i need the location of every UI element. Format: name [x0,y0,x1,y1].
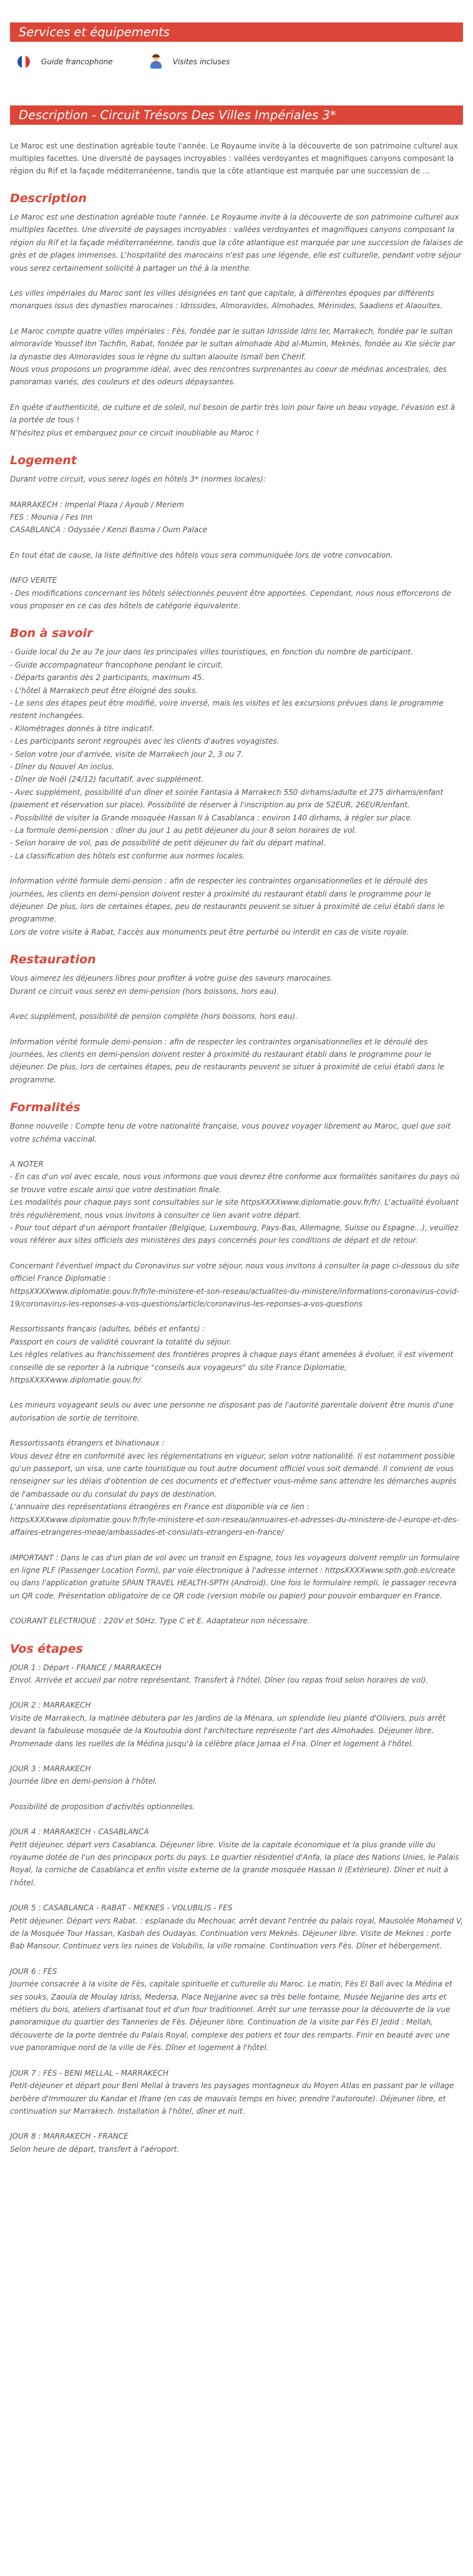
paragraph-gap [10,1788,463,1801]
section-paragraph: MARRAKECH : Imperial Plaza / Ayoub / Meriem FES : Mounia / Fes Inn CASABLANCA : Odyssée / Kenzi Basma / Oum Palace [10,500,208,535]
section-paragraph: A NOTER - En cas d'un vol avec escale, nous vous informons que vous devrez être conforme aux formalités sanitaires du pays où se trouve votre escale ainsi que votre destination finale. Les modalités pour chaque pays sont consultables sur le site httpsXXXXwww.diplomatie.gouv.fr/fr/. L'actualité évoluant très régulièrement, nous vous invitons à consulter ce lien avant votre départ. - Pour tout départ d'un aéroport frontalier (Belgique, Luxembourg, Pays-Bas, Allemagne, Suisse ou Espagne...), veuillez vous référer aux sites officiels des ministères des pays concernés pour les conditions de départ et de retour. [10,1159,460,1245]
service-label: Visites incluses [172,57,230,66]
section-paragraph: Le Maroc compte quatre villes impériales : Fès, fondée par le sultan Idrisside Idris Ier, Marrakech, fondée par le sultan almoravide Youssef Ibn Tachfin, Rabat, fondée par le sultan almohade Abd al-Mumin, Meknès, fondée au XIe siècle par la dynastie des Almoravides sous le règne du sultan alaouite Ismaïl ben Chérif. Nous vous proposons un programme idéal, avec des rencontres surprenantes au coeur de médinas ancestrales, des panoramas variés, des couleurs et des odeurs dépaysantes. [10,326,456,387]
france-flag-icon [17,56,30,68]
paragraph-gap [10,313,463,325]
section-paragraph: Les mineurs voyageant seuls ou avec une personne ne disposant pas de l'autorité parentale doivent être munis d'une autorisation de sortie de territoire. [10,1401,456,1422]
paragraph-gap [10,998,463,1010]
paragraph-gap [10,1539,463,1552]
section-paragraph: - Guide local du 2e au 7e jour dans les principales villes touristiques, en fonction du nombre de participant. - Guide accompagnateur francophone pendant le circuit. - Départs garantis dès 2 participants, maximum 45. - L'hôtel à Marrakech peut être éloigné des souks. - Le sens des étapes peut être modifié, voire inversé, mais les visites et les excursions prévues dans le programme restent inchangées. - Kilométrages donnés à titre indicatif. - Les participants seront regroupés avec les clients d'autres voyagistes. - Selon votre jour d'arrivée, visite de Marrakech jour 2, 3 ou 7. - Dîner du Nouvel An inclus. - Dîner de Noël (24/12) facultatif, avec supplément. - Avec supplément, possibilité d'un dîner et soirée Fantasia à Marrakech 550 dirhams/adulte et 275 dirhams/enfant (paiement et réservation sur place). Possibilité de réserver à l'inscription au prix de 52EUR, 26EUR/enfant. - Possibilité de visiter la Grande mosquée Hassan II à Casablanca : environ 140 dirhams, à régler sur place. - La formule demi-pension : dîner du jour 1 au petit déjeuner du jour 8 selon horaires de vol. - Selon horaire de vol, pas de possibilité de petit déjeuner du fait du départ matinal. - La classification des hôtels est conforme aux normes locales. [10,648,444,860]
paragraph-gap [10,486,463,498]
paragraph-gap [10,1386,463,1399]
paragraph-gap [10,1889,463,1902]
section-paragraph: Possibilité de proposition d'activités optionnelles. [10,1802,195,1811]
paragraph-gap [10,1424,463,1437]
section-paragraph: Information vérité formule demi-pension : afin de respecter les contraintes organisationnelles et le déroulé des journées, les clients en demi-pension doivent rester à proximité du restaurant établi dans le programme pour le déjeuner. De plus, lors de certaines étapes, peu de restaurants peuvent se situer à proximité de celui établi dans le programme. [10,1037,447,1084]
section-paragraph: En tout état de cause, la liste définitive des hôtels vous sera communiquée lors de votre convocation. [10,550,393,560]
description-heading: Description - Circuit Trésors Des Villes Impériales 3* [10,105,463,125]
paragraph-gap [10,1602,463,1615]
page [0,22,473,2180]
section-title: Restauration [10,953,96,967]
section-title: Bon à savoir [10,626,93,641]
section-paragraph: COURANT ELECTRIQUE : 220V et 50Hz. Type C et E. Adaptateur non nécessaire. [10,1616,310,1626]
section-paragraph: JOUR 3 : MARRAKECH Journée libre en demi-pension à l'hôtel. [10,1764,158,1786]
services-list [10,42,463,82]
tour-guide-icon [149,55,163,69]
paragraph-gap [10,2117,463,2130]
section-title: Formalités [10,1101,80,1115]
paragraph-gap [10,1686,463,1699]
section-paragraph: JOUR 5 : CASABLANCA - RABAT - MEKNES - VOLUBILIS - FES Petit déjeuner. Départ vers Rabat. : esplanade du Mechouar, arrêt devant l'entrée du palais royal, Mausolée Mohamed V, de la Mosquée Tour Hassan, Kasbah des Oudayas. Continuation vers Meknès. Déjeuner libre. Visite de Meknes : porte Bab Mansour. Continuez vers les ruines de Volubilis, la ville romaine. Continuation vers Fès. Dîner et hébergement. [10,1903,463,1951]
sections [10,191,466,2156]
section-paragraph: JOUR 2 : MARRAKECH Visite de Marrakech, la matinée débutera par les Jardins de la Ménara, un splendide lieu planté d'Oliviers, puis arrêt devant la fabuleuse mosquée de la Koutoubia dont l'architecture représente l'art des Almohades. Déjeuner libre. Promenade dans les ruelles de la Médina jusqu'à la célèbre place Jamaa el Fna. Dîner et logement à l'hôtel. [10,1701,446,1748]
description-intro: Le Maroc est une destination agréable toute l'année. Le Royaume invite à la découverte de son patrimoine culturel aux multiples facettes. Une diversité de paysages incroyables : vallées verdoyantes et magnifiques canyons composant la région du Rif et la façade méditerranéenne, tandis que la côte atlantique est marquée par une succession de ... [10,142,458,175]
paragraph-gap [10,1813,463,1825]
section-paragraph: IMPORTANT : Dans le cas d'un plan de vol avec un transit en Espagne, tous les voyageurs doivent remplir un formulaire en ligne PLF (Passenger Location Form), par voie électronique à l'adresse internet : httpsXXXXwww.spth.gob.es/create ou dans l'application gratuite SPAIN TRAVEL HEALTH-SPTH (Android). Une fois le formulaire rempli, le passager recevra un QR code. Présentation obligatoire de ce QR code (version mobile ou papier) pour pouvoir embarquer en France. [10,1553,462,1600]
paragraph-gap [10,1953,463,1965]
paragraph-gap [10,1310,463,1323]
section-paragraph: Durant votre circuit, vous serez logés en hôtels 3* (normes locales): [10,475,266,484]
section-paragraph: Information vérité formule demi-pension : afin de respecter les contraintes organisationnelles et le déroulé des journées, les clients en demi-pension doivent rester à proximité du restaurant établi dans le programme pour le déjeuner. De plus, lors de certaines étapes, peu de restaurants peuvent se situer à proximité de celui établi dans le programme. Lors de votre visite à Rabat, l'accès aux monuments peut être perturbé ou interdit en cas de visite royale. [10,877,444,936]
paragraph-gap [10,1023,463,1036]
paragraph-gap [10,537,463,549]
paragraph-gap [10,389,463,401]
paragraph-gap [10,2054,463,2067]
section-paragraph: Bonne nouvelle : Compte tenu de votre nationalité française, vous pouvez voyager librement au Maroc, quel que soit votre schéma vaccinal. [10,1122,453,1144]
section-title: Vos étapes [10,1641,83,1656]
paragraph-gap [10,275,463,287]
service-item-visits [149,55,230,69]
section-paragraph: JOUR 6 : FÈS Journée consacrée à la visite de Fès, capitale spirituelle et culturelle du Maroc. Le matin, Fès El Bali avec la Médina et ses souks, Zaouïa de Moulay Idriss, Medersa, Place Nejjarine avec sa très belle fontaine, Musée Nejjarine des arts et métiers du bois, ateliers d'artisanat tout et d'un four traditionnel. Arrêt sur une terrasse pour la découverte de la vue panoramique du quartier des Tanneries de Fès. Déjeuner libre. Continuation de la visite par Fès El Jedid : Mellah, découverte de la porte dentrée du Palais Royal, complexe des potiers et tour des remparts. Finir en beauté avec une vue panoramique nord de la ville de Fès. Dîner et logement à l'hôtel. [10,1966,452,2053]
section-paragraph: Les villes impériales du Maroc sont les villes désignées en tant que capitale, à différentes époques par différents monarques issus des dynasties marocaines : Idrissides, Almoravides, Almohades, Mérinides, Saadiens et Alaouites. [10,289,443,311]
section-paragraph: Avec supplément, possibilité de pension complète (hors boissons, hors eau). [10,1012,298,1021]
section-paragraph: En quête d'authenticité, de culture et de soleil, nul besoin de partir très loin pour faire un beau voyage, l'évasion est à la portée de tous ! N'hésitez plus et embarquez pour ce circuit inoubliable au Maroc ! [10,402,456,437]
services-heading: Services et équipements [10,22,463,42]
section-paragraph: Ressortissants étrangers et binationaux : Vous devez être en conformité avec les réglementations en vigueur, selon votre nationalité. Il est notamment possible qu'un passeport, un visa, une carte touristique ou tout autre document officiel vous soit demandé. Il convient de vous renseigner sur les délais d'obtention de ces documents et d'effectuer vous-même sans attendre les démarches auprès de l'ambassade ou du consulat du pays de destination. L'annuaire des représentations étrangères en France est disponible via ce lien : httpsXXXXwww.diplomatie.gouv.fr/fr/le-ministere-et-son-reseau/annuaires-et-adresses-du-ministere-de-l-europe-et-des-affaires-etrangeres-meae/ambassades-et-consulats-etrangers-en-france/ [10,1439,459,1537]
section-title: Description [10,192,87,205]
section-paragraph: JOUR 1 : Départ - FRANCE / MARRAKECH Envol. Arrivée et accueil par notre représentant. Transfert à l'hôtel. Dîner (ou repas froid selon horaires de vol). [10,1663,429,1684]
section-paragraph: Ressortissants français (adultes, bébés et enfants) : Passport en cours de validité couvrant la totalité du séjour. Les règles relatives au franchissement des frontières propres à chaque pays étant amenées à évoluer, il est vivement conseillé de se reporter à la rubrique "conseils aux voyageurs" du site France Diplomatie, httpsXXXXwww.diplomatie.gouv.fr/. [10,1324,454,1385]
paragraph-gap [10,862,463,875]
section-paragraph: Concernant l'éventuel impact du Coronavirus sur votre séjour, nous vous invitons à consulter la page ci-dessous du site officiel France Diplomatie : httpsXXXXwww.diplomatie.gouv.fr/fr/le-ministere-et-son-reseau/actualites-du-ministere/informations-coronavirus-covid-19/coronavirus-les-reponses-a-vos-questions/article/coronavirus-les-reponses-a-vos-questions [10,1261,460,1308]
content [10,125,466,2156]
service-item-guide [17,56,113,68]
paragraph-gap [10,1247,463,1260]
section-paragraph: JOUR 7 : FÈS - BENI MELLAL - MARRAKECH Petit-déjeuner et départ pour Beni Mellal à travers les paysages montagneux du Moyen Atlas en passant par le village berbère d'Immouzer du Kandar et Ifrane (en cas de mauvais temps en hiver, prendre l'autoroute). Déjeuner libre, et continuation sur Marrakech. Installation à l'hôtel, dîner et nuit. [10,2068,454,2116]
paragraph-gap [10,1145,463,1158]
service-label: Guide francophone [41,57,113,66]
section-paragraph: Vous aimerez les déjeuners libres pour profiter à votre guise des saveurs marocaines. Durant ce circuit vous serez en demi-pension (hors boissons, hors eau). [10,974,333,996]
paragraph-gap [10,561,463,574]
paragraph-gap [10,1750,463,1762]
section-paragraph: Le Maroc est une destination agréable toute l'année. Le Royaume invite à la découverte de son patrimoine culturel aux multiples facettes. Une diversité de paysages incroyables : vallées verdoyantes et magnifiques canyons composant la région du Rif et la façade méditerranéenne, tandis que la côte atlantique est marquée par une succession de falaises de grès et de plages immenses. L'hospitalité des marocains n'est pas une légende, elle est culturelle, pendant votre séjour vous serez certainement sollicité à partager un thé à la menthe. [10,213,466,273]
section-paragraph: JOUR 4 : MARRAKECH - CASABLANCA Petit déjeuner, départ vers Casablanca. Déjeuner libre. Visite de la capitale économique et la plus grande ville du royaume dotée de l'un des principaux ports du pays. Le quartier résidentiel d'Anfa, la place des Nations Unies, le Palais Royal, la corniche de Casablanca et enfin visite externe de la grande mosquée Hassan II (Extérieure). Dîner et nuit à l'hôtel. [10,1827,459,1887]
section-title: Logement [10,454,77,468]
section-paragraph: INFO VERITE - Des modifications concernant les hôtels sélectionnés peuvent être apportées. Cependant, nous nous efforcerons de vous proposer en ce cas des hôtels de catégorie équivalente. [10,576,451,610]
section-paragraph: JOUR 8 : MARRAKECH - FRANCE Selon heure de départ, transfert à l'aéroport. [10,2132,180,2154]
